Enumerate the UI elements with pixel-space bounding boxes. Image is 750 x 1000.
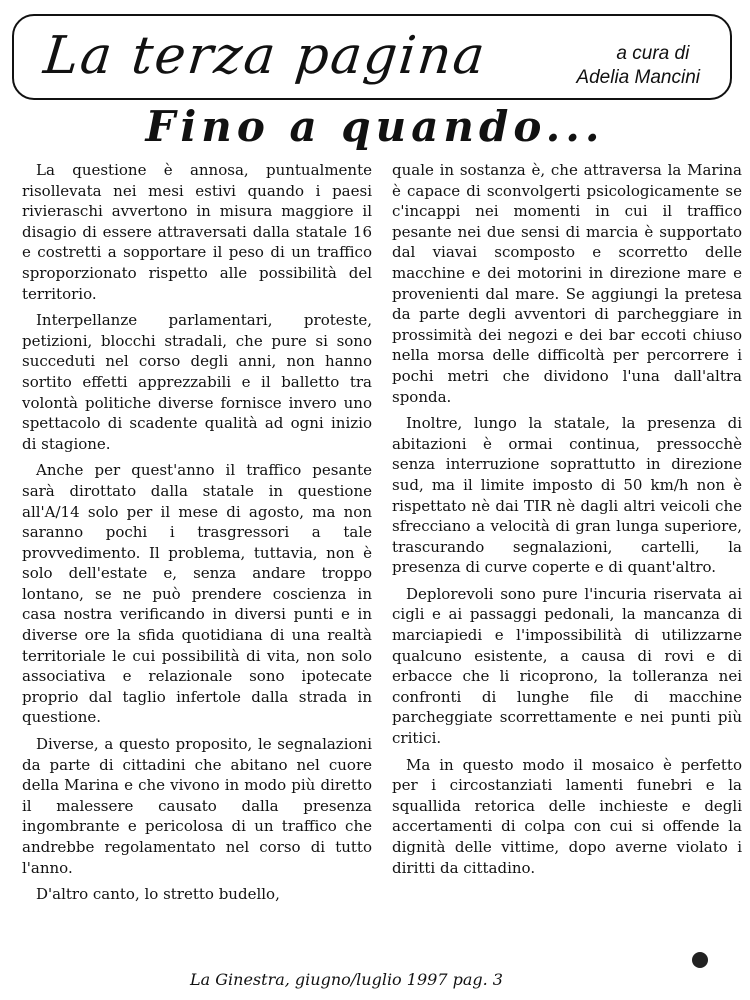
rubric-header-box — [12, 14, 732, 100]
paragraph: Anche per quest'anno il traffico pesante sarà dirottato dalla statale in questione all'A/14 solo per il mese di agosto, ma non saranno pochi i trasgressori a tale provvedimento. Il problema, tuttavia, non è solo dell'estate e, senza andare troppo lontano, se ne può prendere coscienza in casa nostra verificando in diversi punti e in diverse ore la sfida quotidiana di una realtà territoriale le cui possibilità di vita, non solo associativa e relazionale sono ipotecate proprio dal taglio infertole dalla strada in questione. — [22, 461, 372, 727]
curator-label: a cura di — [616, 43, 690, 64]
paragraph: La questione è annosa, puntualmente risollevata nei mesi estivi quando i paesi rivieraschi avvertono in misura maggiore il disagio di essere attraversati dalla statale 16 e costretti a sopportare il peso di un traffico sproporzionato rispetto alle possibilità del territorio. — [22, 161, 372, 303]
paragraph: quale in sostanza è, che attraversa la Marina è capace di sconvolgerti psicologicamente se c'incappi nei momenti in cui il traffico pesante nei due sensi di marcia è supportato dal viavai scomposto e scorretto delle macchine e dei motorini in direzione mare e provenienti dal mare. Se aggiungi la pretesa da parte degli avventori di parcheggiare in prossimità dei negozi e dei bar eccoti chiuso nella morsa delle difficoltà per percorrere i pochi metri che dividono l'una dall'altra sponda. — [392, 161, 742, 406]
end-mark-dot — [692, 952, 708, 968]
paragraph: D'altro canto, lo stretto budello, — [36, 885, 280, 904]
article-title: Fino a quando... — [145, 102, 605, 151]
paragraph: Inoltre, lungo la statale, la presenza di abitazioni è ormai continua, pressocchè senza interruzione soprattutto in direzione sud, ma il limite imposto di 50 km/h non è rispettato nè dai TIR nè dagli altri veicoli che sfrecciano a velocità di gran lunga superiore, trascurando segnalazioni, cartelli, la presenza di curve coperte e di quant'altro. — [392, 414, 742, 577]
left-column — [22, 160, 372, 960]
page-footer: La Ginestra, giugno/luglio 1997 pag. 3 — [190, 970, 503, 989]
article-body — [22, 160, 742, 960]
paragraph: Deplorevoli sono pure l'incuria riservata ai cigli e ai passaggi pedonali, la mancanza di marciapiedi e l'impossibilità di utilizzarne qualcuno esistente, a causa di rovi e di erbacce che li ricoprono, la tolleranza nei confronti di lunghe file di macchine parcheggiate scorrettamente e nei punti più critici. — [392, 584, 742, 748]
curator-name: Adelia Mancini — [576, 67, 700, 88]
paragraph: Diverse, a questo proposito, le segnalazioni da parte di cittadini che abitano nel cuore della Marina e che vivono in modo più diretto il malessere causato dalla presenza ingombrante e pericolosa di un traffico che andrebbe regolamentato nel corso di tutto l'anno. — [22, 735, 372, 877]
right-column — [392, 160, 742, 960]
paragraph: Interpellanze parlamentari, proteste, petizioni, blocchi stradali, che pure si sono succeduti nel corso degli anni, non hanno sortito effetti apprezzabili e il balletto tra volontà politiche diverse fornisce invero uno spettacolo di scadente qualità ad ogni inizio di stagione. — [22, 311, 372, 453]
rubric-title: La terza pagina — [40, 26, 490, 86]
paragraph: Ma in questo modo il mosaico è perfetto per i circostanziati lamenti funebri e la squallida retorica delle inchieste e degli accertamenti di colpa con cui si offende la dignità delle vittime, dopo averne violato i diritti da cittadino. — [392, 755, 742, 877]
curator-credit — [576, 42, 700, 90]
